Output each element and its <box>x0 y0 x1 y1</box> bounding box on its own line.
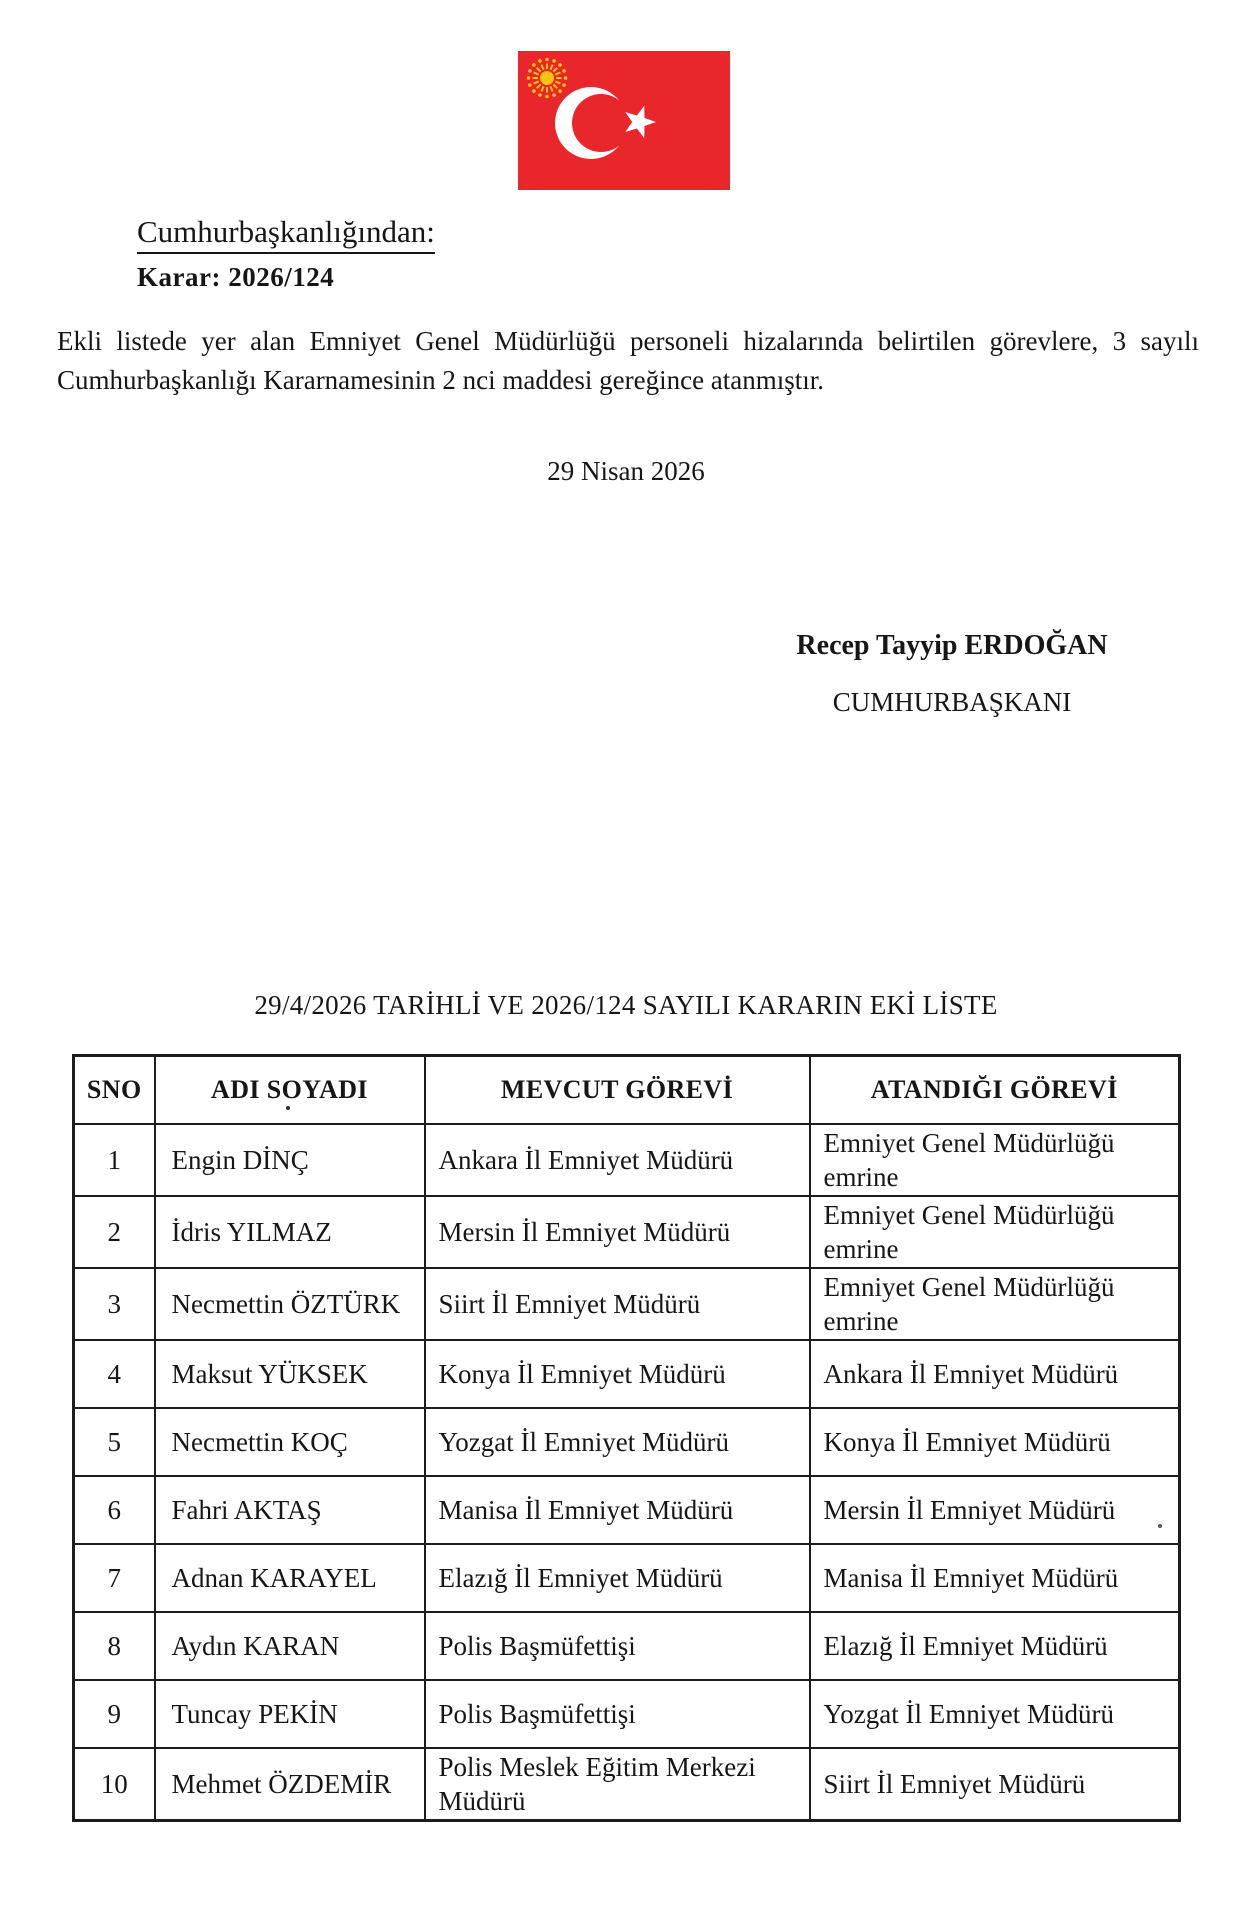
table-cell: 4 <box>74 1340 155 1408</box>
table-cell: Maksut YÜKSEK <box>155 1340 425 1408</box>
table-row <box>74 1268 1180 1340</box>
table-row <box>74 1612 1180 1680</box>
table-cell: Konya İl Emniyet Müdürü <box>810 1408 1180 1476</box>
table-cell: Manisa İl Emniyet Müdürü <box>810 1544 1180 1612</box>
table-cell: Siirt İl Emniyet Müdürü <box>425 1268 810 1340</box>
table-row <box>74 1124 1180 1196</box>
table-row <box>74 1340 1180 1408</box>
table-cell: Engin DİNÇ <box>155 1124 425 1196</box>
signature-block <box>702 630 1202 718</box>
table-cell: Polis Başmüfettişi <box>425 1680 810 1748</box>
table-row <box>74 1680 1180 1748</box>
table-cell: Elazığ İl Emniyet Müdürü <box>425 1544 810 1612</box>
table-cell: 8 <box>74 1612 155 1680</box>
table-row <box>74 1476 1180 1544</box>
table-cell: Elazığ İl Emniyet Müdürü <box>810 1612 1180 1680</box>
column-header-assigned-duty: ATANDIĞI GÖREVİ <box>810 1056 1180 1125</box>
table-cell: Emniyet Genel Müdürlüğü emrine <box>810 1268 1180 1340</box>
table-cell: 5 <box>74 1408 155 1476</box>
column-header-current-duty: MEVCUT GÖREVİ <box>425 1056 810 1125</box>
table-cell: Emniyet Genel Müdürlüğü emrine <box>810 1124 1180 1196</box>
table-cell: Necmettin ÖZTÜRK <box>155 1268 425 1340</box>
column-header-name: ADI SOYADI <box>155 1056 425 1125</box>
table-cell: Mehmet ÖZDEMİR <box>155 1748 425 1821</box>
table-cell: Fahri AKTAŞ <box>155 1476 425 1544</box>
table-cell: Manisa İl Emniyet Müdürü <box>425 1476 810 1544</box>
table-cell: Konya İl Emniyet Müdürü <box>425 1340 810 1408</box>
signatory-title: CUMHURBAŞKANI <box>832 687 1072 717</box>
table-row <box>74 1748 1180 1821</box>
table-cell: Emniyet Genel Müdürlüğü emrine <box>810 1196 1180 1268</box>
table-cell: Polis Meslek Eğitim Merkezi Müdürü <box>425 1748 810 1821</box>
decision-number: Karar: 2026/124 <box>137 262 335 292</box>
table-cell: Ankara İl Emniyet Müdürü <box>810 1340 1180 1408</box>
table-cell: Tuncay PEKİN <box>155 1680 425 1748</box>
table-cell: 9 <box>74 1680 155 1748</box>
authority-heading: Cumhurbaşkanlığından: <box>137 214 435 254</box>
table-cell: Aydın KARAN <box>155 1612 425 1680</box>
table-cell: 3 <box>74 1268 155 1340</box>
table-cell: Ankara İl Emniyet Müdürü <box>425 1124 810 1196</box>
annex-table-body <box>74 1124 1180 1821</box>
annex-table-header <box>74 1056 1180 1125</box>
table-cell: 7 <box>74 1544 155 1612</box>
signatory-name: Recep Tayyip ERDOĞAN <box>796 630 1108 661</box>
annex-title: 29/4/2026 TARİHLİ VE 2026/124 SAYILI KARARIN EKİ LİSTE <box>254 990 998 1020</box>
table-cell: Yozgat İl Emniyet Müdürü <box>425 1408 810 1476</box>
table-cell: 10 <box>74 1748 155 1821</box>
table-header-row <box>74 1056 1180 1125</box>
annex-table <box>72 1054 1181 1822</box>
table-row <box>74 1196 1180 1268</box>
table-cell: Polis Başmüfettişi <box>425 1612 810 1680</box>
table-cell: Adnan KARAYEL <box>155 1544 425 1612</box>
table-cell: 1 <box>74 1124 155 1196</box>
table-cell: Necmettin KOÇ <box>155 1408 425 1476</box>
table-cell: Mersin İl Emniyet Müdürü <box>425 1196 810 1268</box>
scan-artifact-dot <box>1158 1524 1162 1528</box>
table-cell: Yozgat İl Emniyet Müdürü <box>810 1680 1180 1748</box>
decree-paragraph: Ekli listede yer alan Emniyet Genel Müdürlüğü personeli hizalarında belirtilen görevlere, 3 sayılı Cumhurbaşkanlığı Kararnamesinin 2 nci maddesi gereğince atanmıştır. <box>57 326 1199 395</box>
decree-date: 29 Nisan 2026 <box>547 456 705 486</box>
table-row <box>74 1544 1180 1612</box>
turkish-presidential-flag-icon <box>518 51 730 190</box>
table-cell: İdris YILMAZ <box>155 1196 425 1268</box>
scan-artifact-dot <box>286 1106 290 1110</box>
table-cell: Siirt İl Emniyet Müdürü <box>810 1748 1180 1821</box>
table-cell: Mersin İl Emniyet Müdürü <box>810 1476 1180 1544</box>
table-row <box>74 1408 1180 1476</box>
column-header-sno: SNO <box>74 1056 155 1125</box>
table-cell: 2 <box>74 1196 155 1268</box>
table-cell: 6 <box>74 1476 155 1544</box>
